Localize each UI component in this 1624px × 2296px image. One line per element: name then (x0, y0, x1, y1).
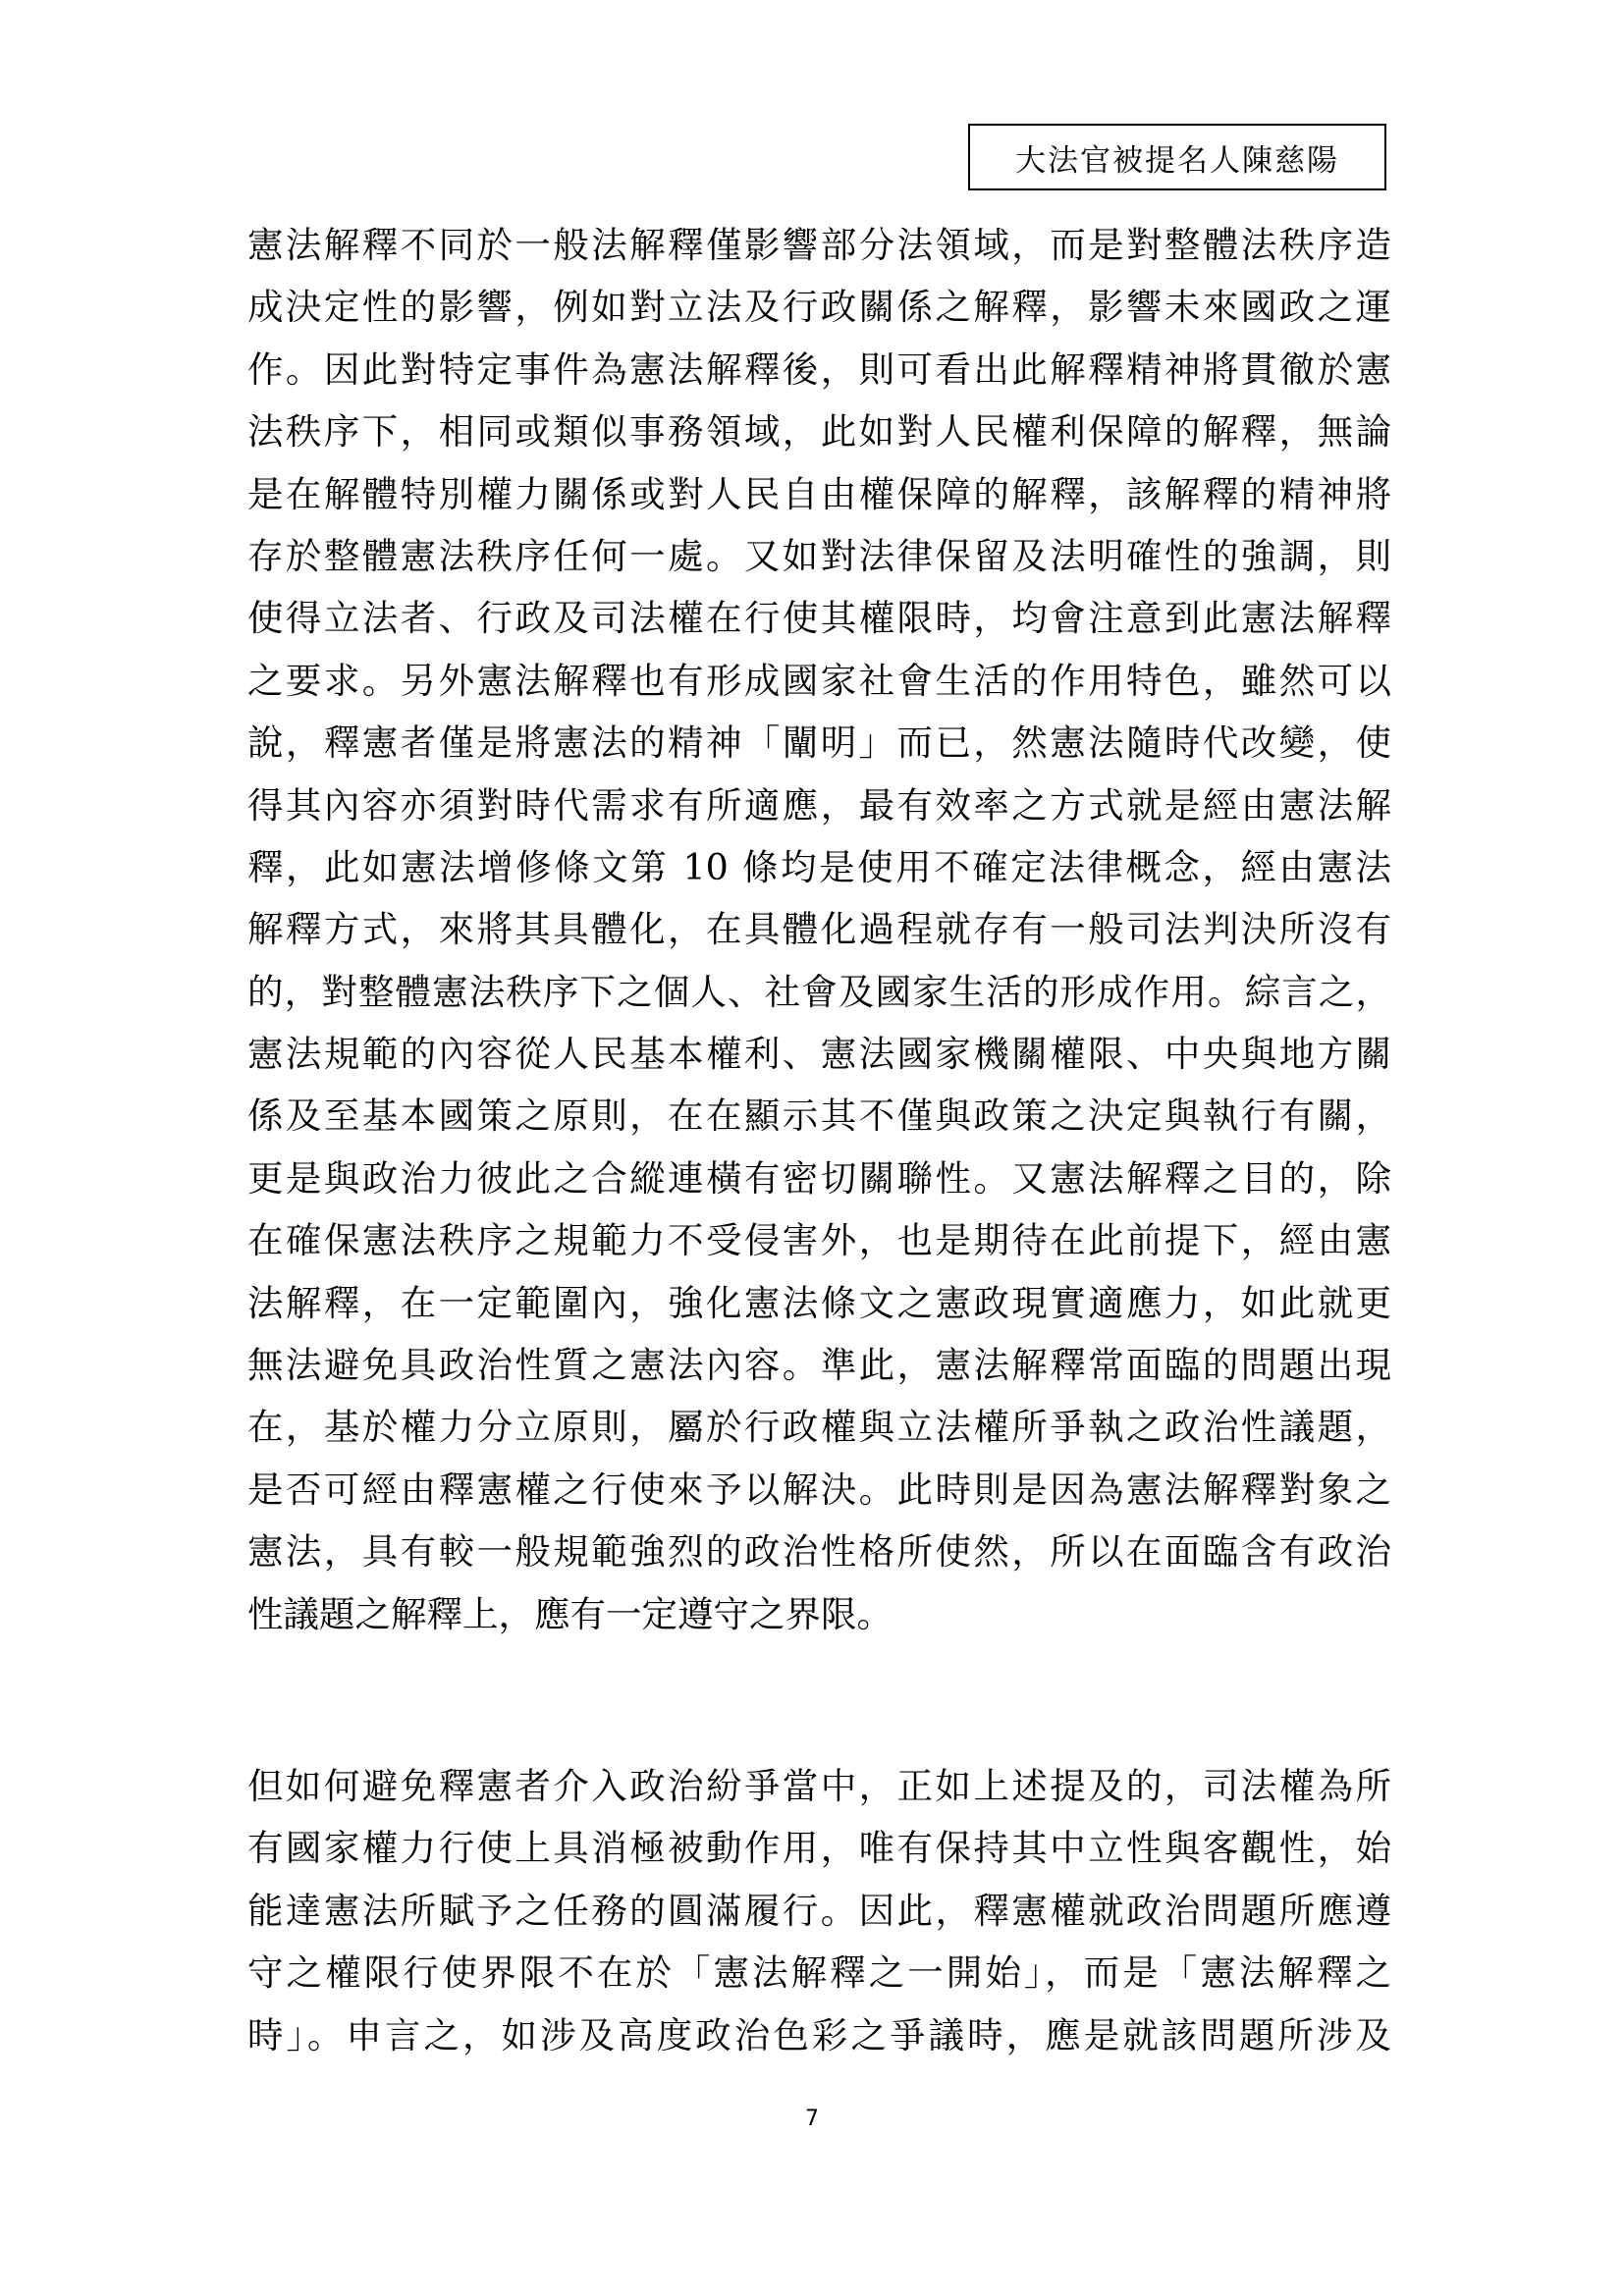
text-line: 是在解體特別權力關係或對人民自由權保障的解釋，該解釋的精神將 (247, 472, 1391, 515)
text-line: 無法避免具政治性質之憲法內容。準此，憲法解釋常面臨的問題出現 (247, 1344, 1391, 1387)
text-line: 成決定性的影響，例如對立法及行政關係之解釋，影響未來國政之運 (247, 286, 1391, 329)
text-line: 作。因此對特定事件為憲法解釋後，則可看出此解釋精神將貫徹於憲 (247, 347, 1391, 391)
text-line: 使得立法者、行政及司法權在行使其權限時，均會注意到此憲法解釋 (247, 597, 1391, 640)
text-line: 說，釋憲者僅是將憲法的精神「闡明」而已，然憲法隨時代改變，使 (247, 721, 1391, 765)
header-nominee-label: 大法官被提名人陳慈陽 (1015, 142, 1339, 179)
header-nominee-box (968, 124, 1386, 190)
text-line: 但如何避免釋憲者介入政治紛爭當中，正如上述提及的，司法權為所 (247, 1765, 1391, 1807)
text-line: 守之權限行使界限不在於「憲法解釋之一開始」，而是「憲法解釋之 (247, 1951, 1391, 1995)
text-line: 憲法規範的內容從人民基本權利、憲法國家機關權限、中央與地方關 (247, 1033, 1391, 1076)
text-line: 解釋方式，來將其具體化，在具體化過程就存有一般司法判決所沒有 (247, 908, 1391, 951)
text-line: 之要求。另外憲法解釋也有形成國家社會生活的作用特色，雖然可以 (247, 659, 1391, 702)
text-line: 憲法，具有較一般規範強烈的政治性格所使然，所以在面臨含有政治 (247, 1530, 1391, 1574)
text-line: 釋，此如憲法增修條文第 10 條均是使用不確定法律概念，經由憲法 (247, 845, 1391, 888)
text-line: 性議題之解釋上，應有一定遵守之界限。 (247, 1592, 893, 1635)
paragraph-1 (247, 214, 1391, 1645)
text-line: 時」。申言之，如涉及高度政治色彩之爭議時，應是就該問題所涉及 (247, 2013, 1391, 2056)
text-line: 有國家權力行使上具消極被動作用，唯有保持其中立性與客觀性，始 (247, 1827, 1391, 1870)
text-line: 存於整體憲法秩序任何一處。又如對法律保留及法明確性的強調，則 (247, 534, 1391, 577)
text-line: 能達憲法所賦予之任務的圓滿履行。因此，釋憲權就政治問題所應遵 (247, 1889, 1391, 1932)
text-line: 的，對整體憲法秩序下之個人、社會及國家生活的形成作用。綜言之， (247, 970, 1391, 1013)
paragraph-2 (247, 1755, 1391, 2066)
text-line: 更是與政治力彼此之合縱連橫有密切關聯性。又憲法解釋之目的，除 (247, 1156, 1391, 1200)
text-line: 法解釋，在一定範圍內，強化憲法條文之憲政現實適應力，如此就更 (247, 1281, 1391, 1324)
text-line: 法秩序下，相同或類似事務領域，此如對人民權利保障的解釋，無論 (247, 410, 1391, 454)
text-line: 是否可經由釋憲權之行使來予以解決。此時則是因為憲法解釋對象之 (247, 1468, 1391, 1511)
text-line: 得其內容亦須對時代需求有所適應，最有效率之方式就是經由憲法解 (247, 783, 1391, 827)
text-line: 在，基於權力分立原則，屬於行政權與立法權所爭執之政治性議題， (247, 1406, 1391, 1449)
page-number: 7 (805, 2107, 819, 2131)
text-line: 係及至基本國策之原則，在在顯示其不僅與政策之決定與執行有關， (247, 1095, 1391, 1138)
text-line: 憲法解釋不同於一般法解釋僅影響部分法領域，而是對整體法秩序造 (247, 224, 1391, 266)
text-line: 在確保憲法秩序之規範力不受侵害外，也是期待在此前提下，經由憲 (247, 1219, 1391, 1262)
